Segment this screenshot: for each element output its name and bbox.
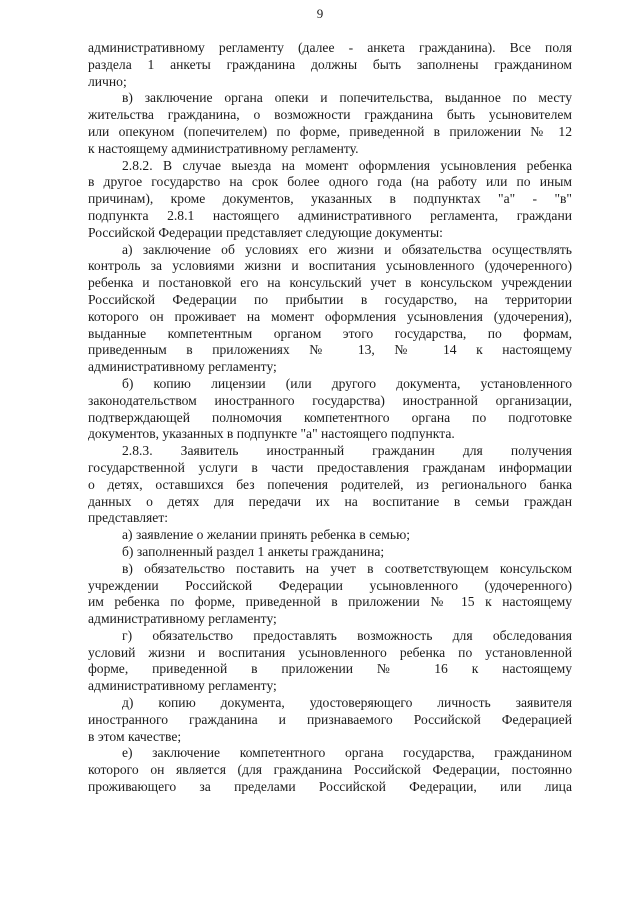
text-line: причинам), кроме документов, указанных в подпунктах "а" - "в" [88, 191, 572, 207]
text-line: приведенным в приложениях № 13, № 14 к настоящему [88, 342, 572, 358]
text-line: Российской Федерации по прибытии в государство, на территории [88, 291, 572, 307]
text-line: 2.8.3. Заявитель иностранный гражданин для получения [122, 443, 572, 459]
text-line: государственной услуги в части предоставления гражданам информации [88, 459, 572, 475]
text-line: законодательством иностранного государства) иностранной организации, [88, 392, 572, 408]
text-line: учреждении Российской Федерации усыновленного (удочеренного) [88, 577, 572, 593]
text-line: жительства гражданина, о возможности гражданина быть усыновителем [88, 107, 572, 123]
text-line: а) заявление о желании принять ребенка в семью; [122, 527, 411, 543]
document-body [88, 40, 572, 796]
text-line: выданные компетентным органом этого государства, по формам, [88, 325, 572, 341]
text-line: форме, приведенной в приложении № 16 к настоящему [88, 661, 572, 677]
text-line: документов, указанных в подпункте "а" настоящего подпункта. [88, 426, 455, 442]
text-line: к настоящему административному регламенту. [88, 140, 359, 156]
text-line: которого он является (для гражданина Российской Федерации, постоянно [88, 762, 572, 778]
text-line: проживающего за пределами Российской Федерации, или лица [88, 779, 572, 795]
page-number: 9 [316, 6, 324, 21]
text-line: или опекуном (попечителем) по форме, приведенной в приложении № 12 [88, 123, 572, 139]
text-line: б) копию лицензии (или другого документа, установленного [122, 375, 572, 391]
text-line: административному регламенту; [88, 359, 277, 375]
text-line: административному регламенту; [88, 611, 277, 627]
text-line: в) обязательство поставить на учет в соответствующем консульском [122, 560, 572, 576]
text-line: е) заключение компетентного органа государства, гражданином [122, 745, 572, 761]
text-line: б) заполненный раздел 1 анкеты гражданина; [122, 543, 385, 559]
text-line: 2.8.2. В случае выезда на момент оформления усыновления ребенка [122, 157, 572, 173]
text-line: г) обязательство предоставлять возможность для обследования [122, 627, 572, 643]
text-line: им ребенка по форме, приведенной в приложении № 15 к настоящему [88, 594, 572, 610]
text-line: ребенка и постановкой его на консульский учет в консульском учреждении [88, 275, 572, 291]
text-line: в этом качестве; [88, 728, 182, 744]
text-line: данных о детях для передачи их на воспитание в семьи граждан [88, 493, 572, 509]
text-line: а) заключение об условиях его жизни и обязательства осуществлять [122, 241, 572, 257]
text-line: Российской Федерации представляет следующие документы: [88, 224, 443, 240]
text-line: административному регламенту; [88, 678, 277, 694]
text-line: подпункта 2.8.1 настоящего административного регламента, граждани [88, 207, 572, 223]
text-line: в другое государство на срок более одного года (на работу или по иным [88, 174, 572, 190]
text-line: которого он проживает на момент оформления усыновления (удочерения), [88, 308, 572, 324]
text-line: контроль за условиями жизни и воспитания усыновленного (удочеренного) [88, 258, 572, 274]
text-line: представляет: [88, 510, 169, 526]
text-line: административному регламенту (далее - анкета гражданина). Все поля [88, 40, 572, 55]
text-line: о детях, оставшихся без попечения родителей, из регионального банка [88, 476, 572, 492]
text-line: д) копию документа, удостоверяющего личность заявителя [122, 695, 572, 711]
text-line: лично; [88, 73, 127, 89]
text-line: условий жизни и воспитания усыновленного ребенка по установленной [88, 644, 572, 660]
text-line: раздела 1 анкеты гражданина должны быть заполнены гражданином [88, 56, 572, 72]
text-line: иностранного гражданина и признаваемого Российской Федерацией [88, 711, 572, 727]
text-line: подтверждающей полномочия компетентного органа по подготовке [88, 409, 572, 425]
text-line: в) заключение органа опеки и попечительства, выданное по месту [122, 90, 572, 106]
